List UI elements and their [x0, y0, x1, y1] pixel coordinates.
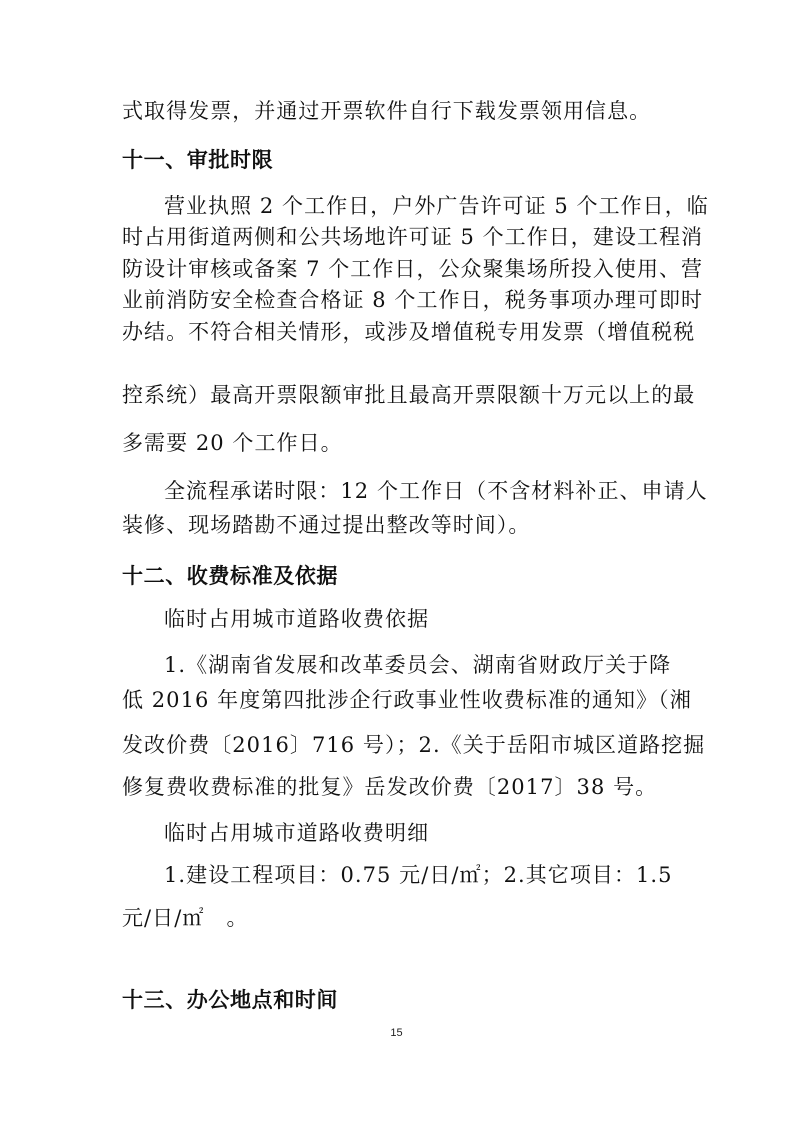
paragraph-line: 装修、现场踏勘不通过提出整改等时间）。 [122, 513, 531, 537]
paragraph-line: 低 2016 年度第四批涉企行政事业性收费标准的通知》（湘 [122, 688, 692, 712]
section-heading-12: 十二、收费标准及依据 [122, 564, 338, 588]
subheading-fee-basis: 临时占用城市道路收费依据 [164, 607, 430, 631]
page-number: 15 [390, 1027, 403, 1039]
paragraph-line: 1.《湖南省发展和改革委员会、湖南省财政厅关于降 [164, 653, 672, 677]
subheading-fee-details: 临时占用城市道路收费明细 [164, 821, 430, 845]
paragraph-line: 发改价费〔2016〕716 号）；2.《关于岳阳市城区道路挖掘 [122, 733, 706, 757]
paragraph-line: 元/日/㎡ 。 [122, 906, 249, 930]
paragraph-line: 全流程承诺时限：12 个工作日（不含材料补正、申请人 [164, 479, 708, 503]
section-heading-11: 十一、审批时限 [122, 148, 274, 172]
paragraph-line: 办结。不符合相关情形，或涉及增值税专用发票（增值税税 [122, 320, 696, 344]
paragraph-line: 1.建设工程项目：0.75 元/日/㎡；2.其它项目：1.5 [164, 863, 673, 887]
paragraph-line: 营业执照 2 个工作日，户外广告许可证 5 个工作日，临 [164, 194, 709, 218]
section-heading-13: 十三、办公地点和时间 [122, 988, 338, 1012]
paragraph-line: 时占用街道两侧和公共场地许可证 5 个工作日，建设工程消 [122, 225, 704, 249]
paragraph-line: 多需要 20 个工作日。 [122, 431, 343, 455]
paragraph-line: 防设计审核或备案 7 个工作日，公众聚集场所投入使用、营 [122, 257, 704, 281]
paragraph-line: 控系统）最高开票限额审批且最高开票限额十万元以上的最 [122, 383, 696, 407]
paragraph-line: 修复费收费标准的批复》岳发改价费〔2017〕38 号。 [122, 775, 658, 799]
paragraph-line: 式取得发票，并通过开票软件自行下载发票领用信息。 [122, 99, 652, 123]
paragraph-line: 业前消防安全检查合格证 8 个工作日，税务事项办理可即时 [122, 288, 704, 312]
